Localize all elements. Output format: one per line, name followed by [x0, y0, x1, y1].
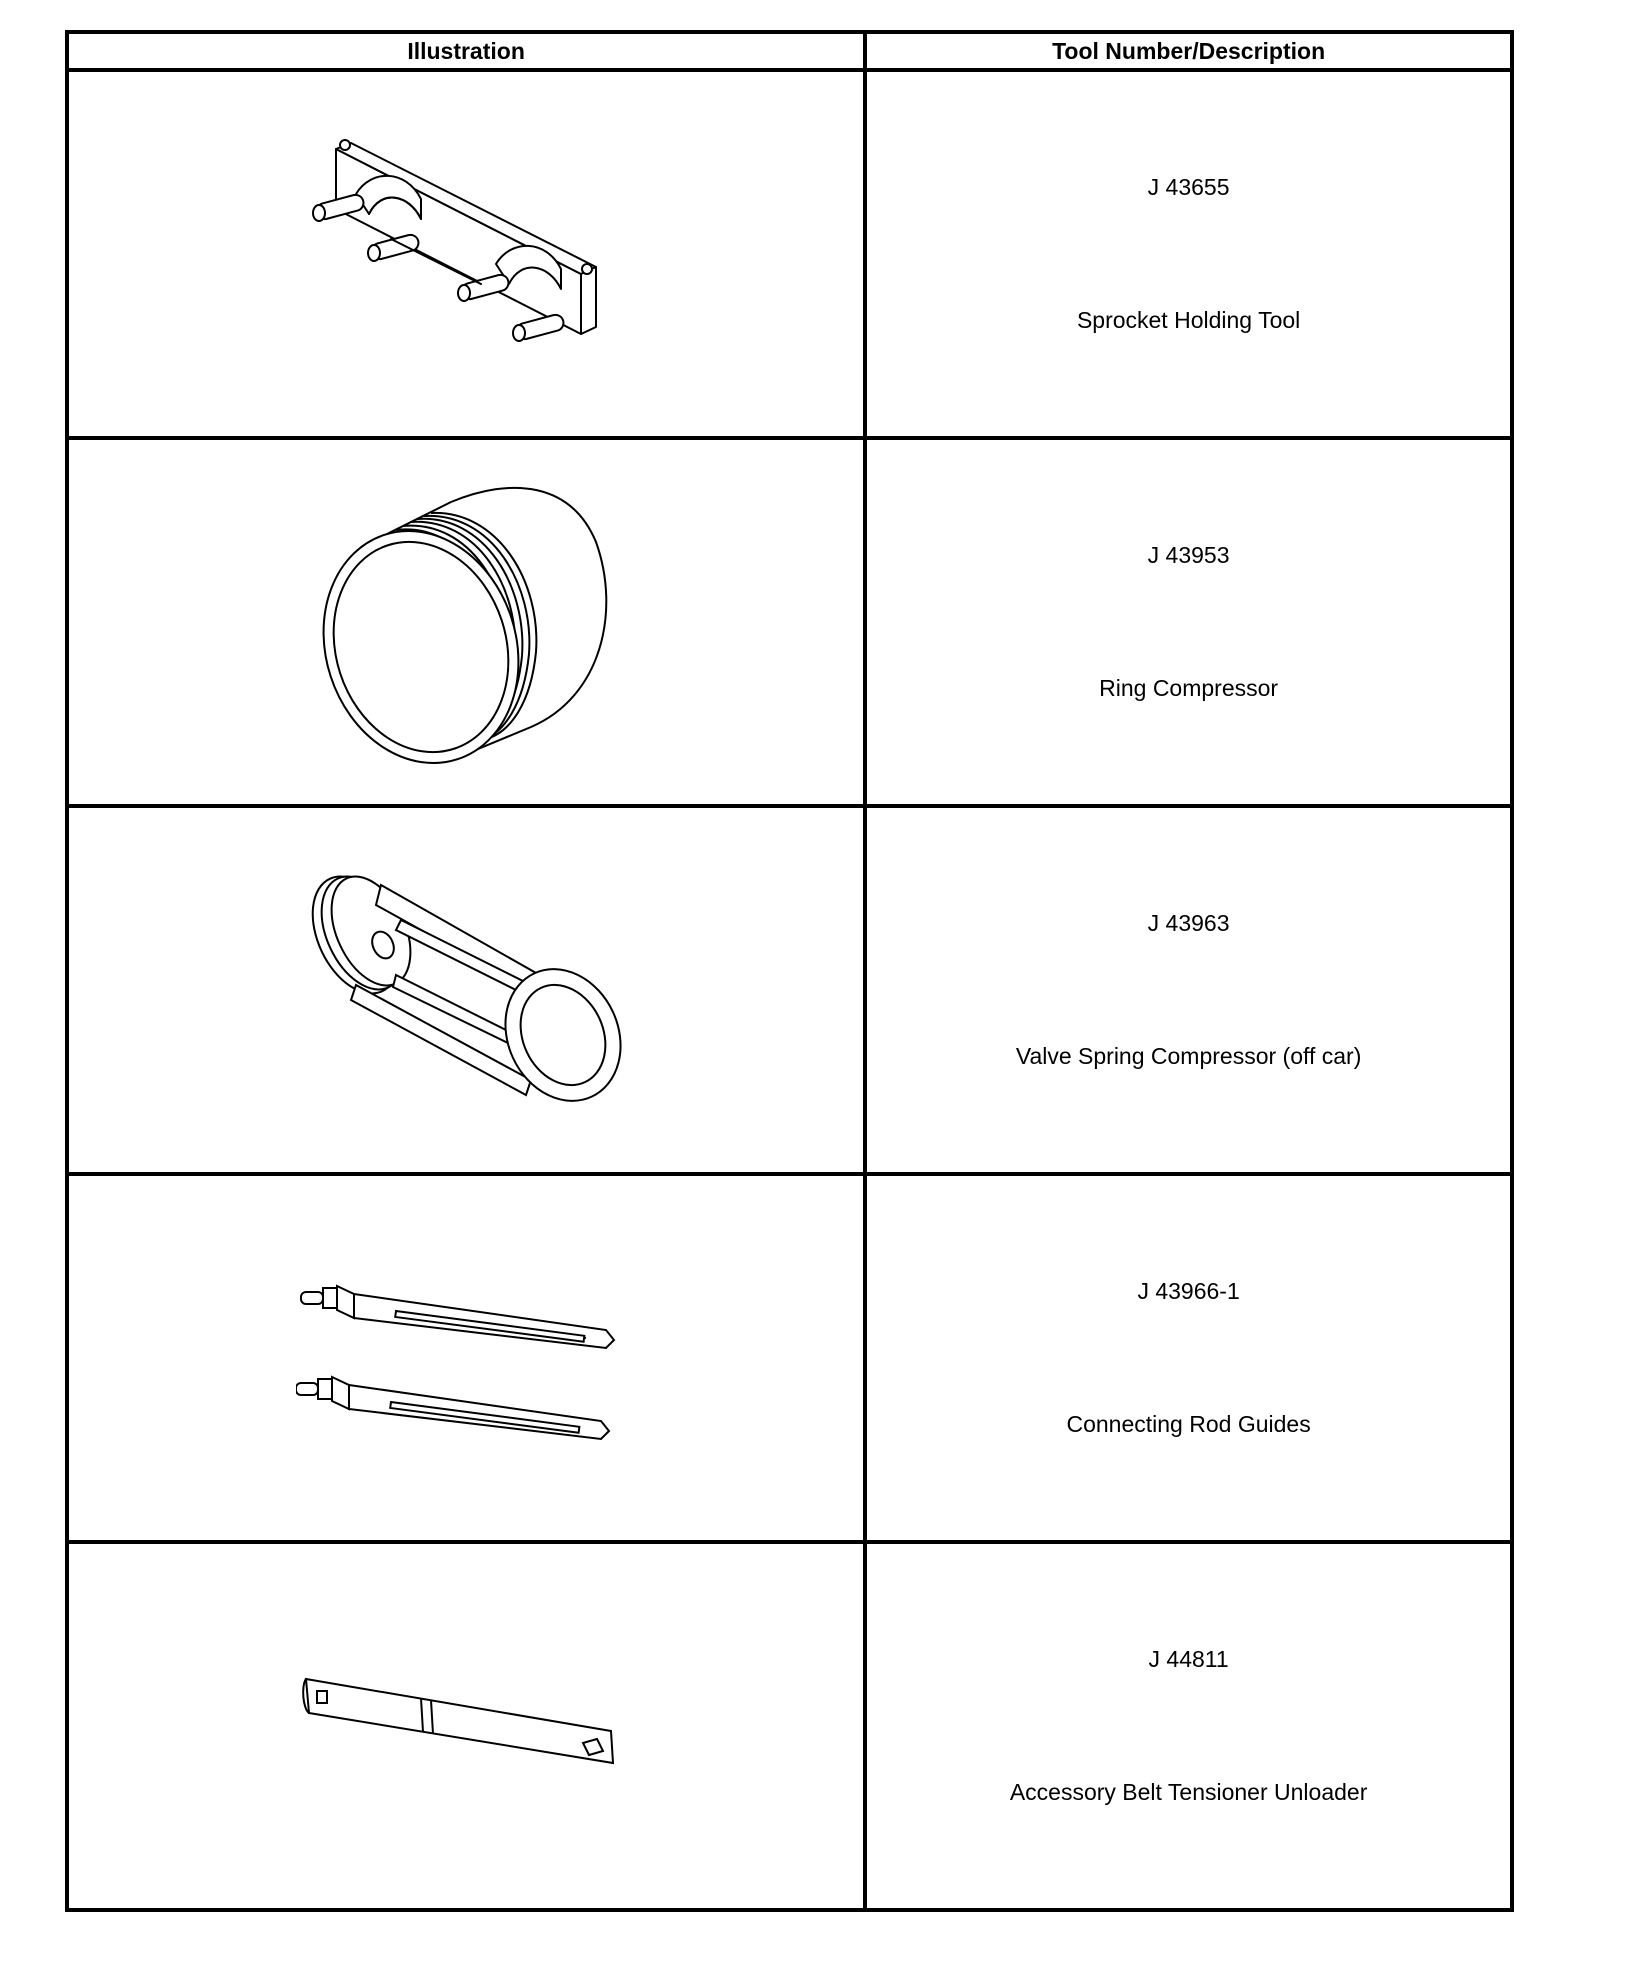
- illustration-cell: [67, 70, 865, 438]
- table-row: [67, 1542, 1512, 1910]
- table-row: [67, 70, 1512, 438]
- tool-description-cell: [865, 1174, 1512, 1542]
- header-illustration: Illustration: [67, 32, 865, 70]
- table-row: [67, 806, 1512, 1174]
- illustration-cell: [67, 806, 865, 1174]
- tool-description: Ring Compressor: [1099, 675, 1279, 701]
- tool-description-cell: [865, 806, 1512, 1174]
- tool-description: Connecting Rod Guides: [1066, 1411, 1311, 1437]
- tool-description-cell: [865, 1542, 1512, 1910]
- tool-number: J 43953: [1147, 542, 1230, 568]
- sprocket-holding-tool-icon: [301, 139, 631, 369]
- tool-number: J 44811: [1148, 1646, 1229, 1672]
- ring-compressor-icon: [301, 462, 631, 782]
- table-row: [67, 1174, 1512, 1542]
- header-tool-number-description: Tool Number/Description: [865, 32, 1512, 70]
- header-row: [67, 32, 1512, 70]
- illustration-cell: [67, 1174, 865, 1542]
- valve-spring-compressor-icon: [301, 865, 631, 1115]
- tool-description-cell: [865, 438, 1512, 806]
- tool-description: Accessory Belt Tensioner Unloader: [1009, 1779, 1368, 1805]
- illustration-cell: [67, 1542, 865, 1910]
- special-tools-table: [65, 30, 1514, 1912]
- tool-description: Valve Spring Compressor (off car): [1015, 1043, 1362, 1069]
- tool-number: J 43966-1: [1137, 1278, 1240, 1304]
- table-row: [67, 438, 1512, 806]
- connecting-rod-guides-icon: [296, 1268, 636, 1448]
- illustration-cell: [67, 438, 865, 806]
- tool-number: J 43963: [1147, 910, 1230, 936]
- tool-description-cell: [865, 70, 1512, 438]
- belt-tensioner-unloader-icon: [301, 1671, 631, 1781]
- tool-description: Sprocket Holding Tool: [1076, 307, 1301, 333]
- tool-number: J 43655: [1147, 174, 1230, 200]
